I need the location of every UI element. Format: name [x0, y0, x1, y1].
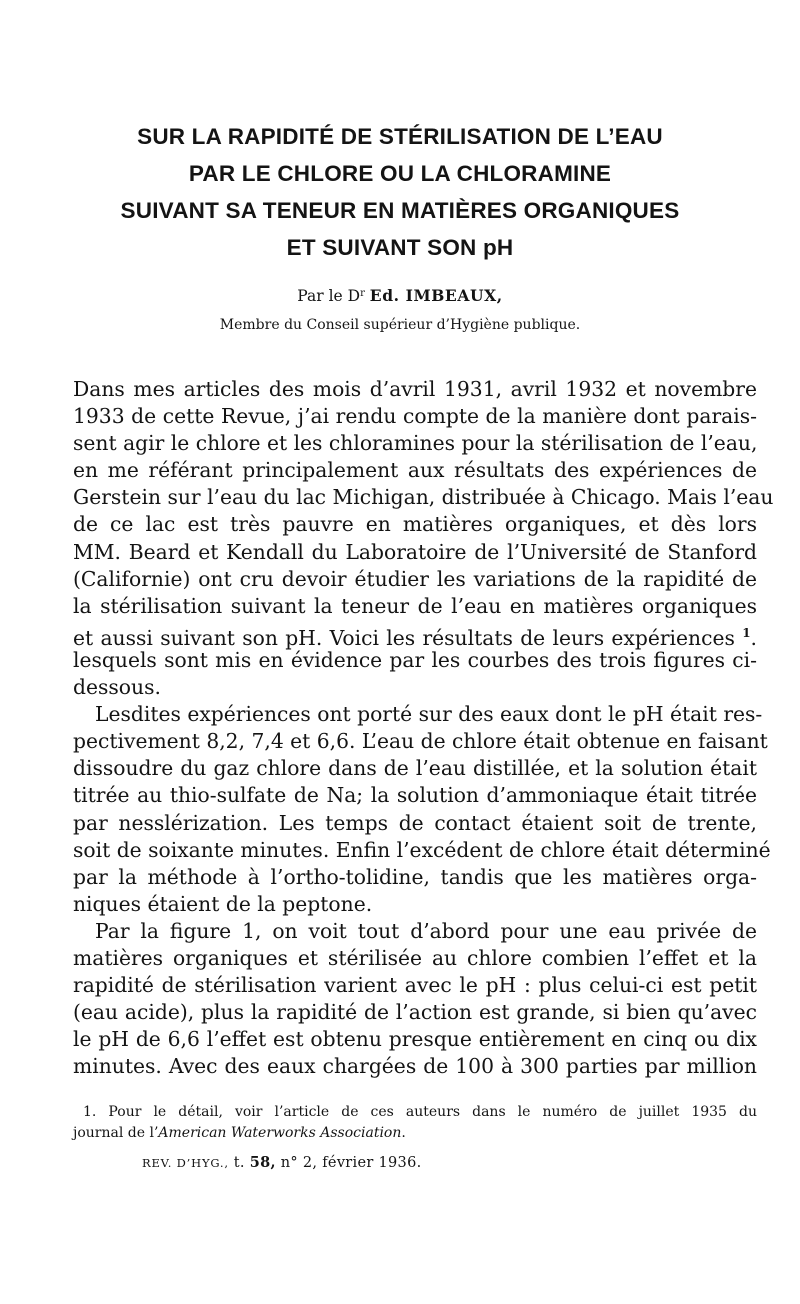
- body-line: en me référant principalement aux résultats des expériences de: [73, 458, 757, 483]
- body-line: Par la figure 1, on voit tout d’abord pour une eau privée de: [95, 918, 757, 943]
- body-line: (eau acide), plus la rapidité de l’action est grande, si bien qu’avec: [73, 1000, 757, 1025]
- body-line: le pH de 6,6 l’effet est obtenu presque entièrement en cinq ou dix: [73, 1027, 757, 1052]
- body-line: Lesdites expériences ont porté sur des eaux dont le pH était res-: [95, 702, 763, 727]
- title-line-4-text: ET SUIVANT SON: [286, 235, 477, 260]
- tome-label: t.: [233, 1155, 245, 1171]
- body-line: par nesslérization. Les temps de contact étaient soit de trente,: [73, 810, 757, 835]
- body-line: (Californie) ont cru devoir étudier les variations de la rapidité de: [73, 566, 757, 591]
- tome-number: 58,: [249, 1154, 276, 1171]
- body-line: dissoudre du gaz chlore dans de l’eau distillée, et la solution était: [73, 756, 757, 781]
- footnote: [73, 1102, 757, 1144]
- title-line-1: SUR LA RAPIDITÉ DE STÉRILISATION DE L’EAU: [137, 124, 663, 149]
- footnote-line-2: [73, 1123, 757, 1144]
- title-line-4: [60, 229, 740, 266]
- author-byline: [60, 282, 740, 308]
- body-line: 1933 de cette Revue, j’ai rendu compte de la manière dont parais-: [73, 404, 757, 429]
- body-line: titrée au thio-sulfate de Na; la solution d’ammoniaque était titrée: [73, 783, 757, 808]
- body-line: Gerstein sur l’eau du lac Michigan, distribuée à Chicago. Mais l’eau: [73, 485, 774, 510]
- body-line: sent agir le chlore et les chloramines pour la stérilisation de l’eau,: [73, 431, 758, 456]
- body-line-with-footnote: [73, 620, 757, 650]
- footnote-ref-suffix: .: [750, 625, 757, 650]
- body-line: Dans mes articles des mois d’avril 1931, avril 1932 et novembre: [73, 377, 757, 401]
- title-ph: pH: [482, 235, 514, 260]
- body-line: par la méthode à l’ortho-tolidine, tandis que les matières orga-: [73, 864, 757, 889]
- footnote-line-2-suffix: .: [401, 1125, 406, 1141]
- byline-prefix-sup: r: [360, 288, 365, 299]
- body-line: la stérilisation suivant la teneur de l’eau en matières organiques: [73, 593, 757, 618]
- article-title: [60, 118, 740, 266]
- title-line-2: PAR LE CHLORE OU LA CHLORAMINE: [188, 161, 612, 186]
- footnote-line-1: 1. Pour le détail, voir l’article de ces auteurs dans le numéro de juillet 1935 du: [83, 1104, 757, 1120]
- journal-name: American Waterworks Association: [158, 1125, 402, 1141]
- body-line: dessous.: [73, 675, 161, 700]
- body-line: niques étaient de la peptone.: [73, 891, 373, 916]
- footnote-ref[interactable]: 1: [742, 625, 751, 640]
- page-citation: [142, 1152, 422, 1174]
- body-line: de ce lac est très pauvre en matières organiques, et dès lors: [73, 512, 757, 537]
- footnote-line-2-prefix: journal de l’: [73, 1125, 159, 1141]
- journal-abbrev: REV. D’HYG.,: [142, 1156, 229, 1170]
- body-line: minutes. Avec des eaux chargées de 100 à 300 parties par million: [73, 1054, 757, 1079]
- byline-prefix: Par le D: [297, 287, 361, 305]
- body-line: soit de soixante minutes. Enfin l’excédent de chlore était déterminé: [73, 837, 771, 862]
- body-line: lesquels sont mis en évidence par les courbes des trois figures ci-: [73, 647, 757, 672]
- body-line: rapidité de stérilisation varient avec le pH : plus celui-ci est petit: [73, 973, 757, 998]
- body-line: pectivement 8,2, 7,4 et 6,6. L’eau de chlore était obtenue en faisant: [73, 729, 768, 754]
- article-body: [73, 376, 774, 1080]
- body-line: matières organiques et stérilisée au chlore combien l’effet et la: [73, 945, 757, 970]
- issue-number: n° 2,: [280, 1155, 318, 1171]
- author-affiliation: Membre du Conseil supérieur d’Hygiène publique.: [219, 317, 581, 333]
- title-line-3: SUIVANT SA TENEUR EN MATIÈRES ORGANIQUES: [120, 198, 680, 223]
- body-line: MM. Beard et Kendall du Laboratoire de l’Université de Stanford: [73, 539, 757, 564]
- author-name: Ed. IMBEAUX,: [369, 286, 503, 305]
- body-line-text: et aussi suivant son pH. Voici les résultats de leurs expériences: [73, 625, 735, 650]
- issue-date: février 1936.: [322, 1155, 422, 1171]
